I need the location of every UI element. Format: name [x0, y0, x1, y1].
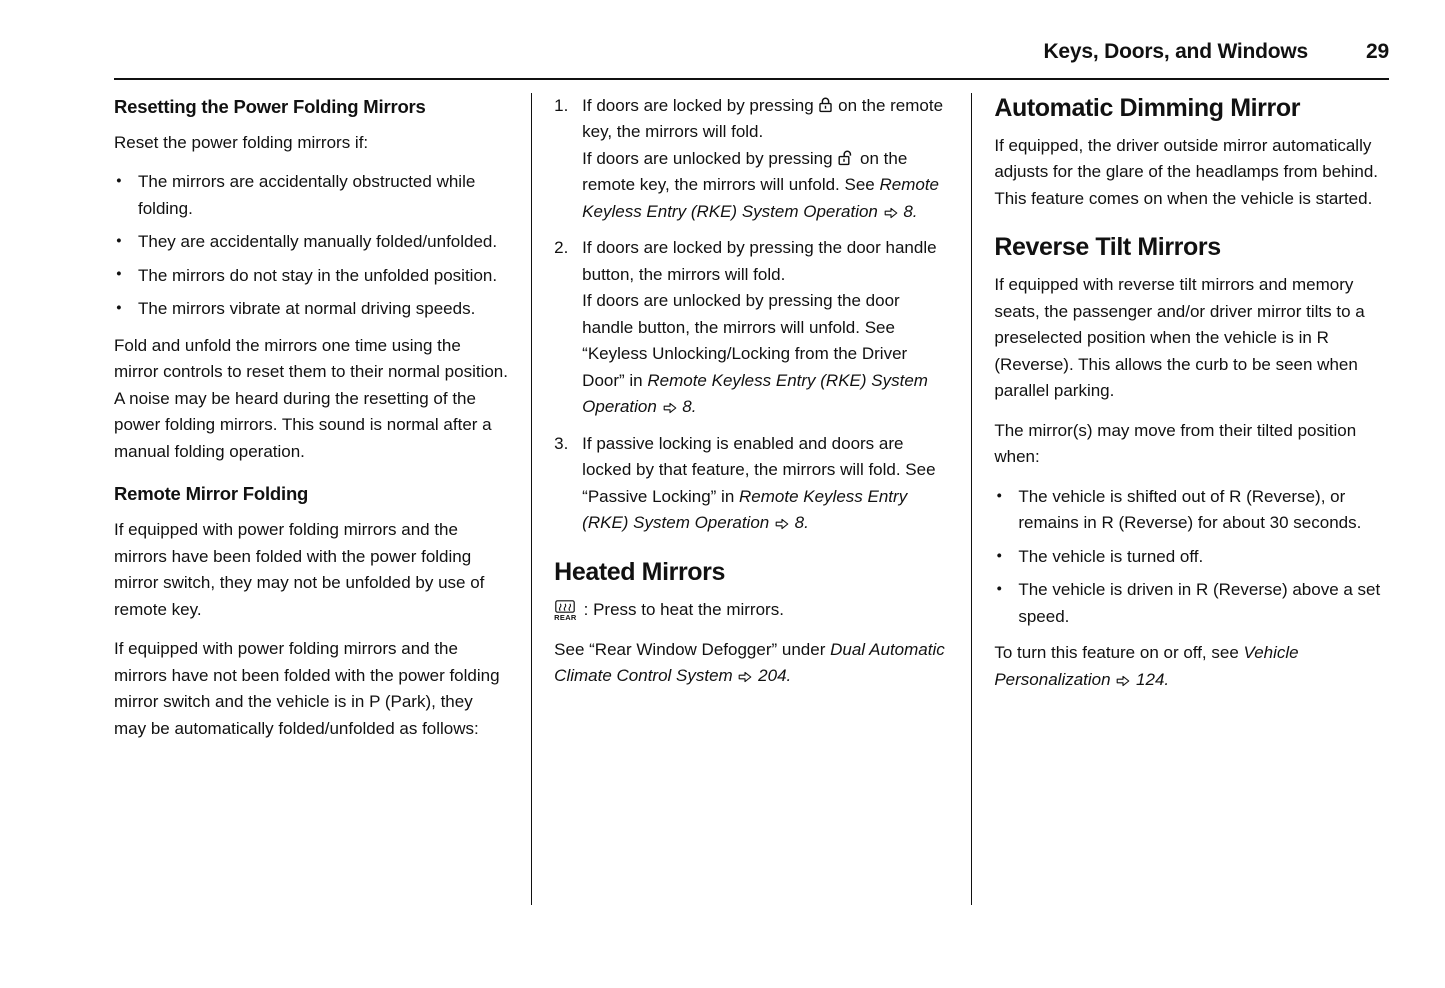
chapter-title: Keys, Doors, and Windows — [1043, 40, 1309, 63]
page-ref-arrow-icon — [775, 518, 789, 530]
rear-defogger-icon — [554, 600, 576, 622]
bullet-item: ● The vehicle is turned off. — [994, 544, 1389, 571]
bullet-item: ● The mirrors do not stay in the unfolded position. — [114, 263, 509, 290]
page-ref-arrow-icon — [663, 402, 677, 414]
lock-icon — [819, 97, 832, 113]
item-text: If passive locking is enabled and doors are locked by that feature, the mirrors will fold. See “Passive Locking” in Remote Keyless Entry (RKE) System Operation 8. — [582, 433, 936, 533]
content-columns — [114, 93, 1389, 905]
page-number: 29 — [1366, 40, 1389, 63]
bullet-item: ● The mirrors are accidentally obstructed while folding. — [114, 169, 509, 222]
heated-mirrors-instruction — [554, 597, 949, 624]
remote-folding-steps-list — [554, 93, 949, 537]
heading-remote-mirror-folding: Remote Mirror Folding — [114, 483, 309, 505]
bullet-item: ● The mirrors vibrate at normal driving speeds. — [114, 296, 509, 323]
numbered-item — [554, 431, 949, 537]
column-3 — [972, 93, 1389, 905]
item-number: 1. — [554, 95, 569, 115]
paragraph-see-rear-defogger: See “Rear Window Defogger” under Dual Automatic Climate Control System 204. — [554, 639, 945, 686]
numbered-item — [554, 93, 949, 226]
paragraph-reverse-tilt-1: If equipped with reverse tilt mirrors and memory seats, the passenger and/or driver mirror tilts to a preselected position when the vehicle is in R (Reverse). This allows the curb to be seen when parallel parking. — [994, 275, 1365, 401]
column-2 — [532, 93, 971, 905]
bullet-item: ● The vehicle is driven in R (Reverse) above a set speed. — [994, 577, 1389, 630]
rear-defogger-label: REAR — [554, 612, 577, 622]
heading-reverse-tilt-mirrors: Reverse Tilt Mirrors — [994, 233, 1221, 262]
reset-conditions-list — [114, 169, 509, 323]
paragraph-dimming-mirror: If equipped, the driver outside mirror automatically adjusts for the glare of the headlamps from behind. This feature comes on when the vehicle is started. — [994, 135, 1379, 208]
tilt-conditions-list — [994, 484, 1389, 631]
paragraph-reset-procedure: Fold and unfold the mirrors one time using the mirror controls to reset them to their normal position. A noise may be heard during the resetting of the power folding mirrors. This sound is normal after a manual folding operation. — [114, 335, 508, 461]
page-header — [114, 36, 1389, 80]
column-1 — [114, 93, 531, 905]
heading-heated-mirrors: Heated Mirrors — [554, 558, 726, 586]
item-text: If doors are locked by pressing on the remote key, the mirrors will fold. If doors are unlocked by pressing on the remote key, the mirrors will unfold. See Remote Keyless Entry (RKE) System Operation 8. — [582, 95, 944, 221]
paragraph-remote-folding-1: If equipped with power folding mirrors and the mirrors have been folded with the power folding mirror switch, they may not be unfolded by use of remote key. — [114, 520, 485, 619]
instruction-text: : Press to heat the mirrors. — [583, 600, 784, 619]
paragraph-reverse-tilt-2: The mirror(s) may move from their tilted position when: — [994, 420, 1357, 467]
bullet-item: ● They are accidentally manually folded/unfolded. — [114, 229, 509, 256]
item-text: If doors are locked by pressing the door handle button, the mirrors will fold. If doors are unlocked by pressing the door handle button, the mirrors will unfold. See “Keyless Unlocking/Locking from the Driver Door” in Remote Keyless Entry (RKE) System Operation 8. — [582, 238, 937, 417]
paragraph-personalization: To turn this feature on or off, see Vehicle Personalization 124. — [994, 643, 1299, 689]
paragraph-reset-intro: Reset the power folding mirrors if: — [114, 132, 369, 152]
bullet-item: ● The vehicle is shifted out of R (Reverse), or remains in R (Reverse) for about 30 seconds. — [994, 484, 1389, 537]
heading-resetting-power-folding-mirrors: Resetting the Power Folding Mirrors — [114, 95, 426, 117]
page-ref-arrow-icon — [738, 671, 752, 683]
item-number: 2. — [554, 238, 569, 258]
paragraph-remote-folding-2: If equipped with power folding mirrors and the mirrors have not been folded with the power folding mirror switch and the vehicle is in P (Park), they may be automatically folded/unfolded as follows: — [114, 639, 500, 738]
unlock-icon — [838, 150, 854, 166]
numbered-item — [554, 235, 949, 421]
item-number: 3. — [554, 433, 569, 453]
page-ref-arrow-icon — [884, 207, 898, 219]
heading-automatic-dimming-mirror: Automatic Dimming Mirror — [994, 93, 1301, 122]
page-ref-arrow-icon — [1116, 675, 1130, 687]
